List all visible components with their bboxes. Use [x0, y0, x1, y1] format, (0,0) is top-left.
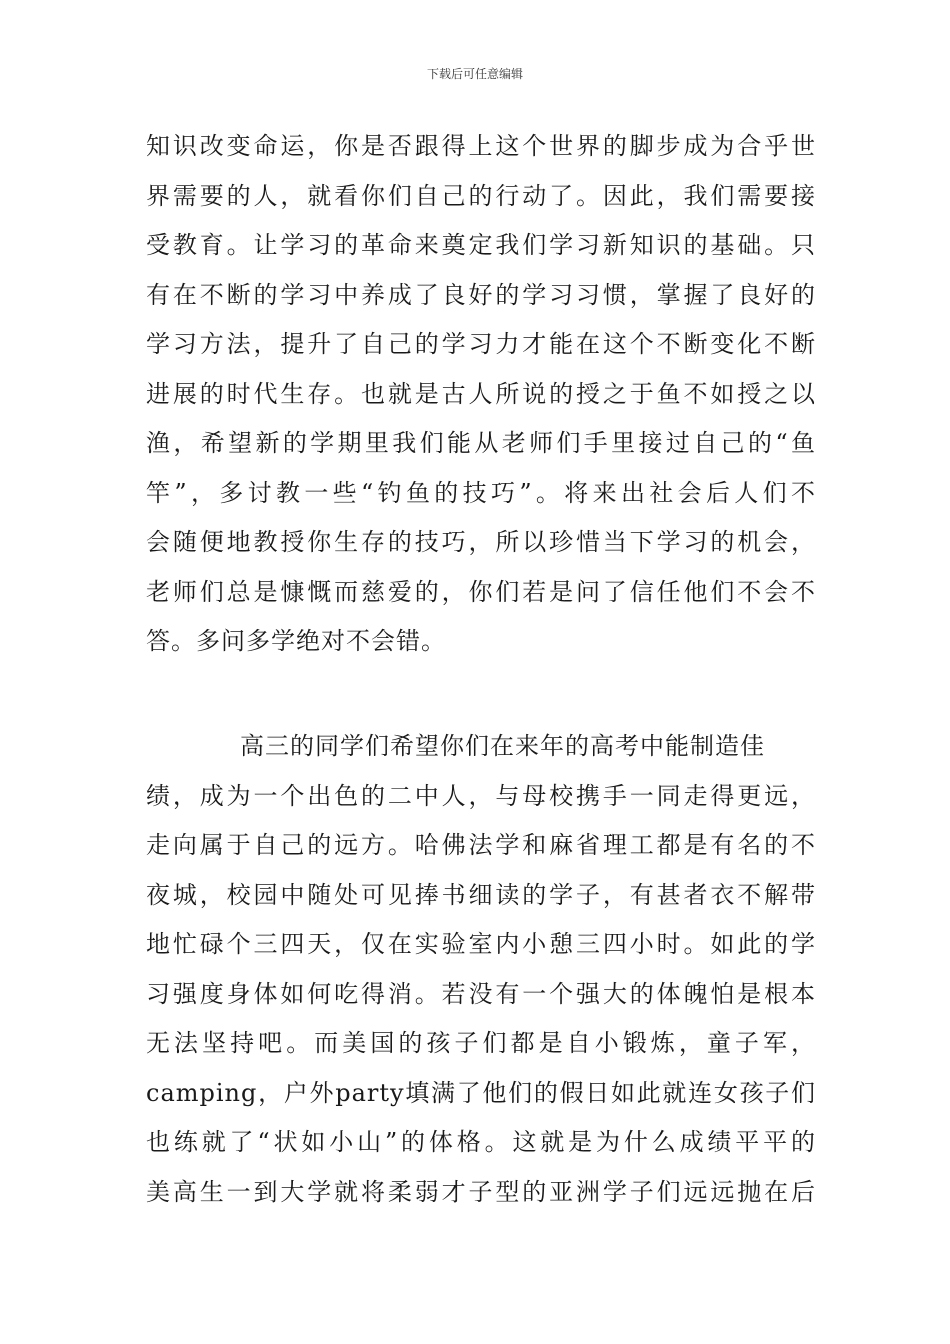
text-line: 也练就了“状如小山”的体格。这就是为什么成绩平平的 [146, 1128, 816, 1156]
text-line: 学习方法，提升了自己的学习力才能在这个不断变化不断 [146, 330, 816, 358]
page-header: 下载后可任意编辑 [426, 67, 523, 81]
paragraph-1 [146, 122, 816, 667]
text-line: 老师们总是慷慨而慈爱的，你们若是问了信任他们不会不 [146, 577, 816, 606]
text-line: 绩，成为一个出色的二中人，与母校携手一同走得更远， [146, 781, 816, 810]
paragraph-2 [146, 722, 816, 1217]
text-line: 受教育。让学习的革命来奠定我们学习新知识的基础。只 [146, 231, 816, 259]
text-line: 有在不断的学习中养成了良好的学习习惯，掌握了良好的 [146, 280, 816, 309]
text-line: 无法坚持吧。而美国的孩子们都是自小锻炼，童子军， [146, 1029, 816, 1057]
text-line-indented [146, 722, 816, 772]
text-line: 渔，希望新的学期里我们能从老师们手里接过自己的“鱼 [146, 429, 816, 457]
text-line: camping，户外party填满了他们的假日如此就连女孩子们 [146, 1078, 816, 1107]
text-line: 夜城，校园中随处可见捧书细读的学子，有甚者衣不解带 [146, 880, 816, 909]
text-line: 进展的时代生存。也就是古人所说的授之于鱼不如授之以 [146, 379, 816, 408]
text-line: 知识改变命运，你是否跟得上这个世界的脚步成为合乎世 [146, 132, 816, 160]
text-line: 答。多问多学绝对不会错。 [146, 627, 446, 655]
text-line: 走向属于自己的远方。哈佛法学和麻省理工都是有名的不 [146, 831, 816, 859]
text-line-content: 高三的同学们希望你们在来年的高考中能制造佳 [240, 732, 765, 760]
text-line: 竿”，多讨教一些“钓鱼的技巧”。将来出社会后人们不 [146, 478, 816, 507]
text-line: 美高生一到大学就将柔弱才子型的亚洲学子们远远抛在后 [146, 1177, 816, 1206]
text-line: 会随便地教授你生存的技巧，所以珍惜当下学习的机会， [146, 528, 816, 556]
text-line: 界需要的人，就看你们自己的行动了。因此，我们需要接 [146, 181, 816, 210]
text-line: 习强度身体如何吃得消。若没有一个强大的体魄怕是根本 [146, 979, 816, 1008]
text-line: 地忙碌个三四天，仅在实验室内小憩三四小时。如此的学 [146, 930, 816, 958]
